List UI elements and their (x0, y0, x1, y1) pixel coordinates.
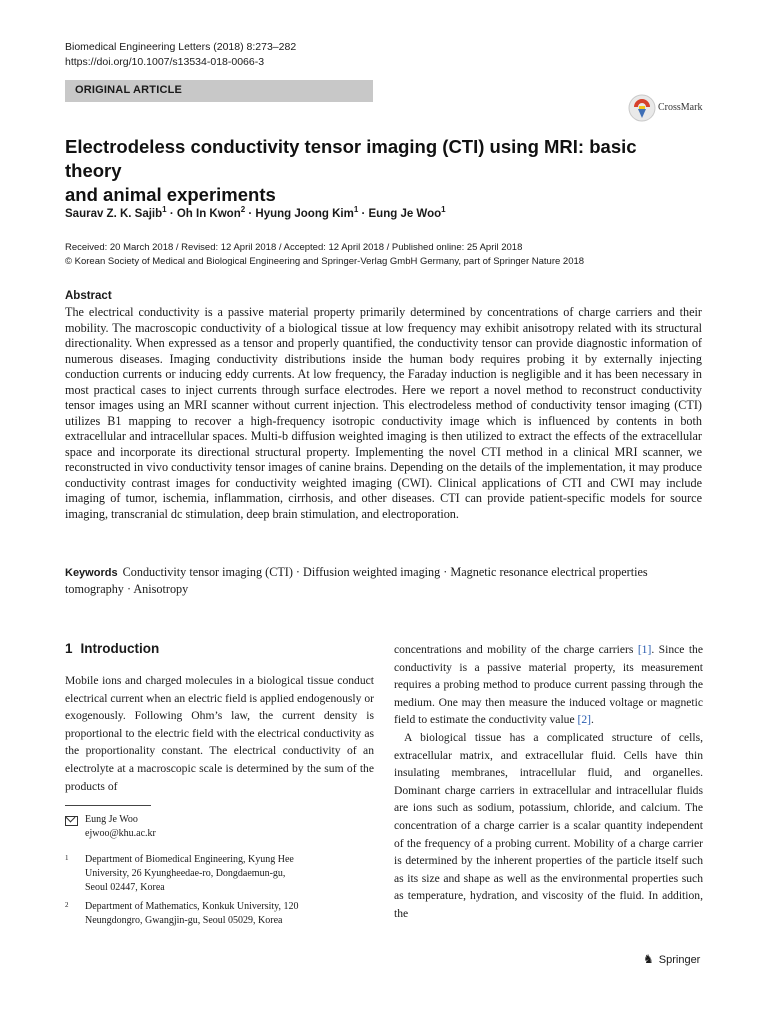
journal-citation: Biomedical Engineering Letters (2018) 8:273–282 (65, 41, 297, 53)
author-name[interactable]: Hyung Joong Kim (255, 207, 354, 220)
keywords-text: Conductivity tensor imaging (CTI) · Diffusion weighted imaging · Magnetic resonance electrical properties tomography · Anisotropy (65, 565, 648, 596)
citation-link[interactable]: [1] (637, 643, 652, 656)
section-number: 1 (65, 641, 73, 656)
author-list (65, 203, 446, 221)
author-affiliation-mark: 2 (240, 205, 246, 214)
right-column (394, 641, 703, 923)
publisher-logo (643, 952, 700, 966)
corresponding-email[interactable]: ejwoo@khu.ac.kr (85, 828, 156, 839)
citation-link[interactable]: [2] (577, 713, 592, 727)
paragraph: A biological tissue has a complicated structure of cells, extracellular matrix, and extracellular fluid. Cells have thin insulating membranes, intracellular fluid, and organelles. Dominant charge carriers in extracellular and intracellular fluids are ions such as sodium, potassium, chloride, and calcium. The concentration of a charge carrier is a scalar quantity independent of the frequency of a probing current. Mobility of a charge carrier is determined by the inherent properties of the particle itself such as its size and shape as well as the environmental properties such as temperature, hydration, and viscosity of the fluid. In addition, the (394, 730, 703, 920)
crossmark-label: CrossMark (658, 102, 703, 113)
doi-link[interactable]: https://doi.org/10.1007/s13534-018-0066-3 (65, 56, 265, 68)
author-separator: · (248, 207, 256, 220)
paper-title (65, 135, 685, 207)
author-name[interactable]: Eung Je Woo (368, 207, 442, 220)
author-name[interactable]: Saurav Z. K. Sajib (65, 207, 163, 220)
affiliation-line: University, 26 Kyungheedae-ro, Dongdaemun-gu, (85, 868, 286, 879)
paragraph-text: concentrations and mobility of the charge carriers (394, 643, 638, 656)
footnote-divider (65, 805, 151, 806)
publisher-name: Springer (658, 954, 701, 966)
left-column (65, 672, 374, 795)
article-type-banner (65, 80, 373, 102)
crossmark-icon (628, 93, 656, 123)
keywords (65, 565, 702, 597)
article-type-label: ORIGINAL ARTICLE (75, 84, 183, 96)
journal-header (65, 40, 296, 70)
affiliation-line: Seoul 02447, Korea (85, 882, 165, 893)
section-heading (65, 641, 159, 656)
corresponding-name: Eung Je Woo (85, 814, 138, 825)
paragraph (394, 641, 703, 729)
title-line-1: Electrodeless conductivity tensor imaging (CTI) using MRI: basic theory (65, 136, 637, 181)
keywords-label: Keywords (65, 567, 118, 579)
paragraph-text: . (591, 713, 594, 727)
section-title: Introduction (80, 641, 160, 656)
affiliation-line: Neungdongro, Gwangjin-gu, Seoul 05029, Korea (85, 915, 283, 926)
paragraph: Mobile ions and charged molecules in a biological tissue conduct electrical current when an electric field is applied endogenously or exogenously. Following Ohm’s law, the current density is proportional to the electric field with the electrical conductivity as the proportionality constant. The electrical conductivity of an electrolyte at a macroscopic scale is determined by the sum of the products of (65, 674, 374, 793)
envelope-icon (65, 816, 78, 826)
copyright-notice: © Korean Society of Medical and Biological Engineering and Springer-Verlag GmbH Germany, part of Springer Nature 2018 (65, 256, 585, 267)
author-separator: · (169, 207, 177, 220)
affiliation-number: 2 (65, 901, 69, 909)
affiliation-line: Department of Biomedical Engineering, Kyung Hee (85, 854, 294, 865)
author-affiliation-mark: 1 (353, 205, 359, 214)
crossmark-badge[interactable] (628, 93, 708, 123)
springer-horse-icon: ♞ (643, 952, 654, 966)
author-separator: · (361, 207, 369, 220)
history-dates: Received: 20 March 2018 / Revised: 12 April 2018 / Accepted: 12 April 2018 / Published online: 25 April 2018 (65, 242, 523, 253)
affiliation-number: 1 (65, 854, 69, 862)
author-affiliation-mark: 1 (162, 205, 167, 214)
publication-history (65, 241, 584, 269)
abstract-heading: Abstract (65, 290, 112, 302)
paragraph-text: . Since the conductivity is a passive material property, its measurement requires a probing method to produce current passing through the medium. One may then measure the induced voltage or magnetic field to estimate the conductivity value (394, 643, 703, 727)
author-name[interactable]: Oh In Kwon (176, 207, 241, 220)
author-affiliation-mark: 1 (441, 205, 446, 214)
abstract-text: The electrical conductivity is a passive material property primarily determined by concentrations of charge carriers and their mobility. The macroscopic conductivity of a biological tissue at low frequency may exhibit anisotropy related with its structural directionality. When expressed as a tensor and properly quantified, the conductivity tensor can provide diagnostic information of numerous diseases. Imaging conductivity distributions inside the human body requires probing it by externally injecting conduction currents or inducing eddy currents. At low frequency, the Faraday induction is negligible and it has been necessary in most practical cases to inject currents through surface electrodes. Here we report a novel method to reconstruct conductivity tensor images using an MRI scanner without current injection. This electrodeless method of conductivity tensor imaging (CTI) utilizes B1 mapping to recover a high-frequency isotropic conductivity image which is influenced by contents in both extracellular and intracellular spaces. Multi-b diffusion weighted imaging is then utilized to extract the effects of the extracellular space and incorporate its directional structural property. Implementing the novel CTI method in a clinical MRI scanner, we reconstructed in vivo conductivity tensor images of canine brains. Depending on the details of the implementation, it may produce conductivity contrast images for conductivity weighted imaging (CWI). Clinical applications of CTI and CWI may include imaging of tumor, ischemia, inflammation, cirrhosis, and other diseases. CTI can provide patient-specific models for source imaging, transcranial dc stimulation, deep brain stimulation, and electroporation. (65, 305, 702, 521)
affiliation-line: Department of Mathematics, Konkuk University, 120 (85, 901, 299, 912)
title-line-2: and animal experiments (65, 184, 276, 205)
